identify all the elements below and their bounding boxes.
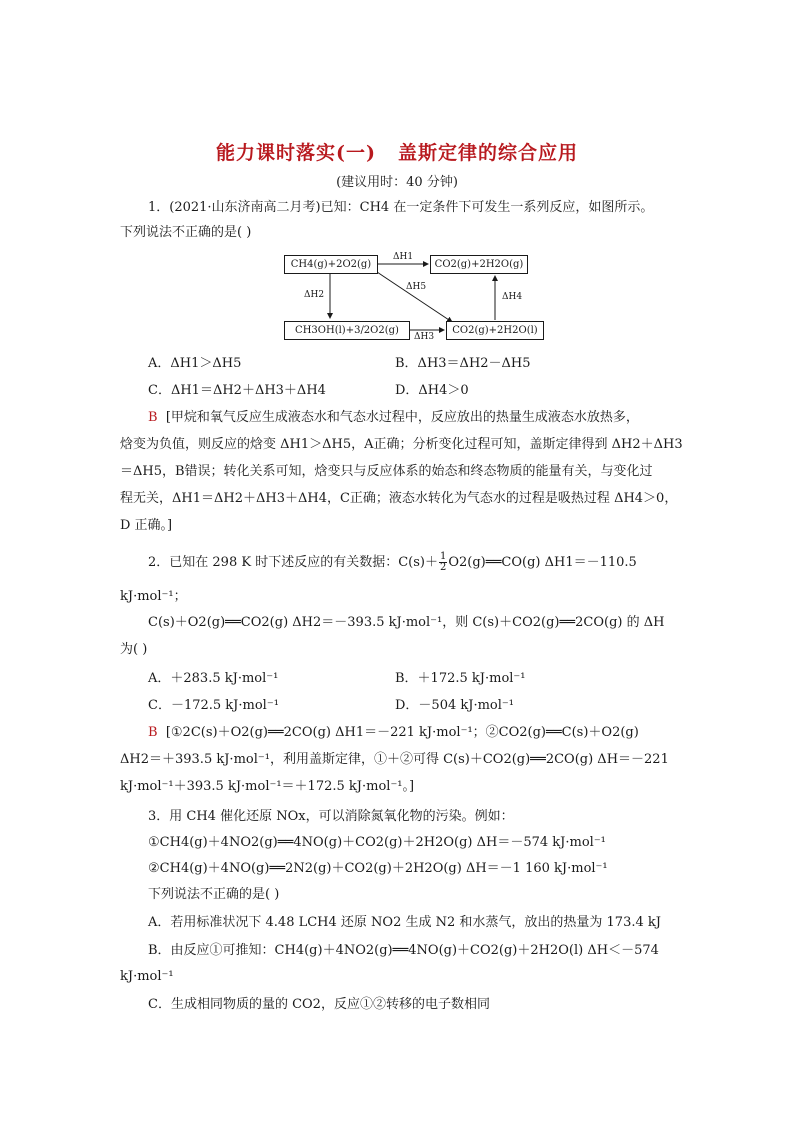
- q3-reaction-1: ①CH4(g)＋4NO2(g)══4NO(g)＋CO2(g)＋2H2O(g) ΔH＝－574 kJ·mol⁻¹: [148, 835, 606, 850]
- q3-option-c: C．生成相同物质的量的 CO2，反应①②转移的电子数相同: [148, 997, 490, 1012]
- q1-explanation-line4: 程无关，ΔH1＝ΔH2＋ΔH3＋ΔH4，C正确；液态水转化为气态水的过程是吸热过程 ΔH4＞0，: [120, 491, 678, 506]
- q1-explanation-line3: ＝ΔH5，B错误；转化关系可知，焓变只与反应体系的始态和终态物质的能量有关，与变化过: [120, 464, 653, 479]
- title-part2: 盖斯定律的综合应用: [397, 142, 578, 164]
- label-h3: ΔH3: [414, 332, 435, 342]
- box-liquid-products: CO2(g)+2H2O(l): [446, 321, 544, 340]
- q2-explanation-line2: ΔH2＝＋393.5 kJ·mol⁻¹，利用盖斯定律，①＋②可得 C(s)＋CO2(g)══2CO(g) ΔH＝－221: [120, 752, 669, 767]
- q1-option-c: C．ΔH1＝ΔH2＋ΔH3＋ΔH4: [148, 383, 326, 398]
- q2-option-b: B．＋172.5 kJ·mol⁻¹: [395, 671, 526, 686]
- q1-option-row1: [148, 355, 708, 373]
- q2-option-c: C．－172.5 kJ·mol⁻¹: [148, 698, 279, 713]
- arrow-h5: [377, 272, 452, 322]
- q2-stem-line2: kJ·mol⁻¹；: [120, 589, 187, 604]
- q1-option-row2: [148, 382, 708, 400]
- label-h1: ΔH1: [393, 252, 414, 262]
- q3-option-a: A．若用标准状况下 4.48 LCH4 还原 NO2 生成 N2 和水蒸气，放出的热量为 173.4 kJ: [148, 915, 661, 930]
- box-gas-products: CO2(g)+2H2O(g): [430, 255, 528, 274]
- q2-stem-line4: 为( ): [120, 642, 148, 657]
- q2-option-a: A．＋283.5 kJ·mol⁻¹: [148, 671, 279, 686]
- q1-option-a: A．ΔH1＞ΔH5: [148, 356, 242, 371]
- q3-question: 下列说法不正确的是( ): [148, 887, 280, 902]
- q1-option-b: B．ΔH3＝ΔH2－ΔH5: [395, 356, 531, 371]
- q3-stem: 3．用 CH4 催化还原 NOx，可以消除氮氧化物的污染。例如：: [148, 809, 514, 824]
- q2-stem-line1: 2．已知在 298 K 时下述反应的有关数据：C(s)＋ $\frac{1}{2}$ O2(g)══CO(g) ΔH1＝－110.5: [148, 551, 637, 573]
- label-h2: ΔH2: [304, 290, 325, 300]
- q1-explanation-line1: B [甲烷和氧气反应生成液态水和气态水过程中，反应放出的热量生成液态水放热多，: [148, 410, 639, 425]
- q2-stem-line3: C(s)＋O2(g)══CO2(g) ΔH2＝－393.5 kJ·mol⁻¹，则 C(s)＋CO2(g)══2CO(g) 的 ΔH: [148, 615, 665, 630]
- q2-explanation-line1: B [①2C(s)＋O2(g)══2CO(g) ΔH1＝－221 kJ·mol⁻¹；②CO2(g)══C(s)＋O2(g): [148, 725, 639, 740]
- q2-answer: B: [148, 725, 158, 740]
- q2-option-d: D．－504 kJ·mol⁻¹: [395, 698, 514, 713]
- label-h4: ΔH4: [502, 292, 523, 302]
- q1-explanation-line5: D 正确。]: [120, 518, 173, 533]
- q1-stem-line1: 1．(2021·山东济南高二月考)已知：CH4 在一定条件下可发生一系列反应，如图所示。: [148, 200, 654, 215]
- q1-answer: B: [148, 410, 158, 425]
- q3-reaction-2: ②CH4(g)＋4NO(g)══2N2(g)＋CO2(g)＋2H2O(g) ΔH＝－1 160 kJ·mol⁻¹: [148, 861, 608, 876]
- reaction-diagram: [280, 250, 550, 345]
- box-methanol: CH3OH(l)+3/2O2(g): [284, 321, 410, 340]
- q3-option-b-line1: B．由反应①可推知：CH4(g)＋4NO2(g)══4NO(g)＋CO2(g)＋2H2O(l) ΔH＜－574: [148, 943, 659, 958]
- q3-option-b-line2: kJ·mol⁻¹: [120, 969, 174, 984]
- label-h5: ΔH5: [406, 282, 427, 292]
- suggested-time: (建议用时：40 分钟): [336, 175, 458, 190]
- box-reactants: CH4(g)+2O2(g): [284, 255, 378, 274]
- q1-stem-line2: 下列说法不正确的是( ): [120, 225, 252, 240]
- q2-explanation-line3: kJ·mol⁻¹＋393.5 kJ·mol⁻¹＝＋172.5 kJ·mol⁻¹。]: [120, 779, 415, 794]
- title-part1: 能力课时落实(一): [216, 142, 376, 164]
- fraction-one-half: $\frac{1}{2}$: [439, 551, 447, 573]
- q2-option-row2: [148, 697, 708, 715]
- q1-option-d: D．ΔH4＞0: [395, 383, 469, 398]
- q1-explanation-line2: 焓变为负值，则反应的焓变 ΔH1＞ΔH5，A正确；分析变化过程可知，盖斯定律得到 ΔH2＋ΔH3: [120, 437, 683, 452]
- page-title: [0, 138, 794, 165]
- q2-option-row1: [148, 670, 708, 688]
